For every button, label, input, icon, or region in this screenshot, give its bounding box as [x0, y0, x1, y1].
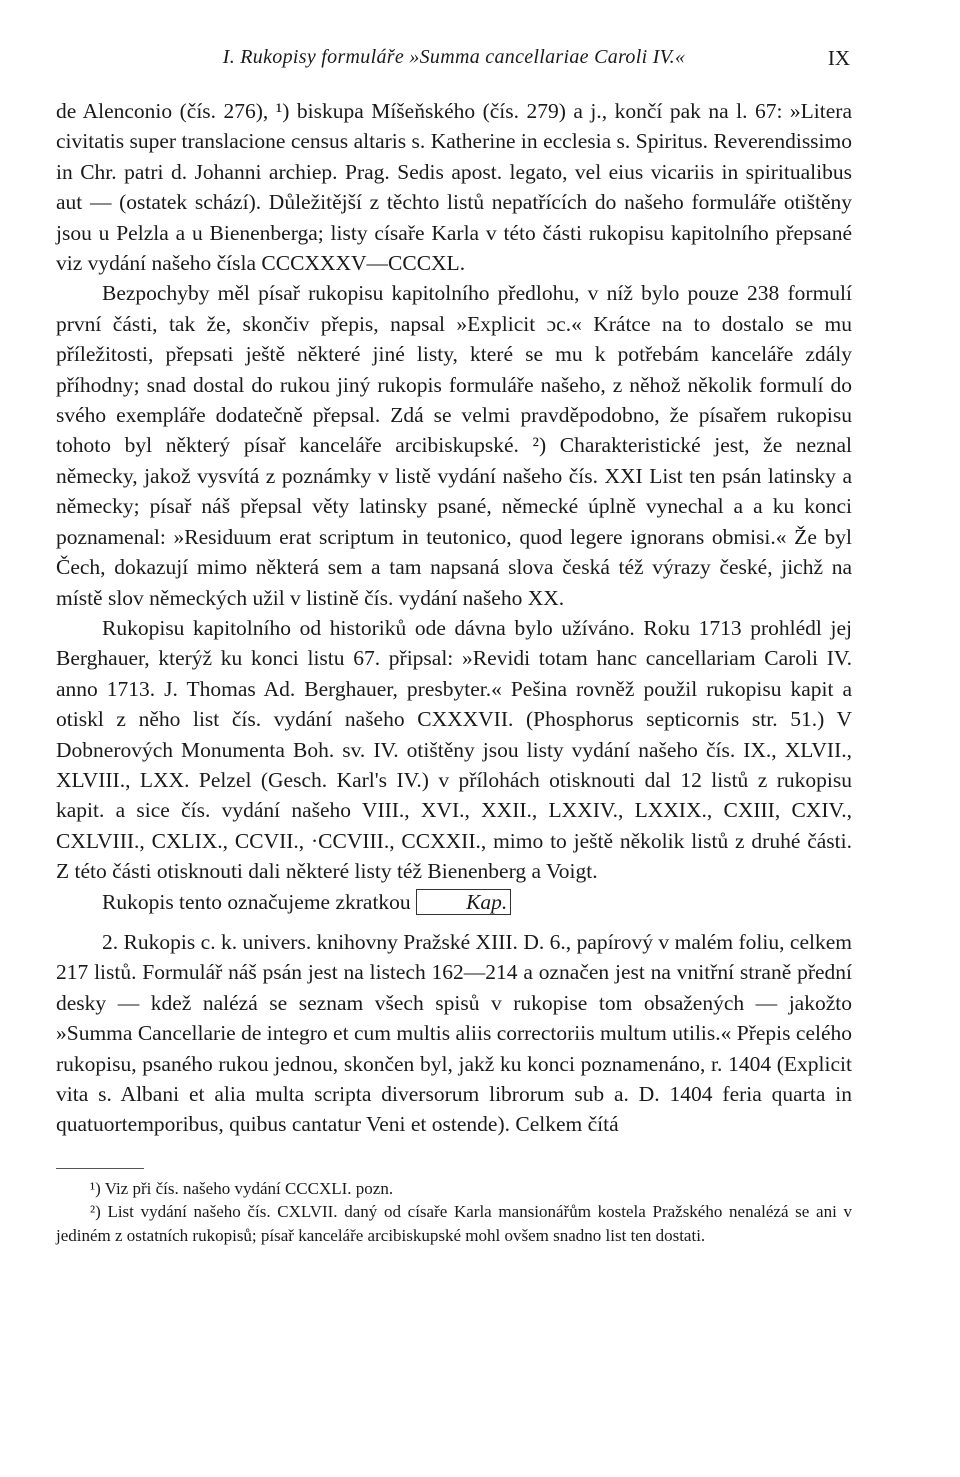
paragraph-4	[56, 887, 852, 917]
paragraph-3: Rukopisu kapitolního od historiků ode dávna bylo užíváno. Roku 1713 prohlédl jej Berghauer, kterýž ku konci listu 67. připsal: »Revidi totam hanc cancellariam Caroli IV. anno 1713. J. Thomas Ad. Berghauer, presbyter.« Pešina rovněž použil rukopisu kapit a otiskl z něho list čís. vydání našeho CXXXVII. (Phosphorus septicornis str. 51.) V Dobnerových Monumenta Boh. sv. IV. otištěny jsou listy vydání našeho čís. IX., XLVII., XLVIII., LXX. Pelzel (Gesch. Karl's IV.) v přílohách otisknouti dal 12 listů z rukopisu kapit. a sice čís. vydání našeho VIII., XVI., XXII., LXXIV., LXXIX., CXIII, CXIV., CXLVIII., CXLIX., CCVII., ·CCVIII., CCXXII., mimo to ještě několik listů z druhé části. Z této části otisknouti dali některé listy též Bienenberg a Voigt.	[56, 615, 852, 884]
running-head: I. Rukopisy formuláře »Summa cancellariae Caroli IV.«	[222, 46, 686, 68]
footnote-divider	[56, 1168, 144, 1169]
page	[56, 40, 852, 1247]
paragraph-1: de Alenconio (čís. 276), ¹) biskupa Míšeňského (čís. 279) a j., končí pak na l. 67: »Litera civitatis super translacione census altaris s. Katherine in ecclesia s. Spiritus. Reverendissimo in Chr. patri d. Johanni archiep. Prag. Sedis apost. legato, vel eius vicariis in spiritualibus aut — (ostatek schází). Důležitější z těchto listů nepatřících do našeho formuláře otištěny jsou u Pelzla a u Bienenberga; listy císaře Karla v této části rukopisu kapitolního přepsané viz vydání našeho čísla CCCXXXV—CCCXL.	[56, 99, 852, 276]
paragraph-2: Bezpochyby měl písař rukopisu kapitolního předlohu, v níž bylo pouze 238 formulí první části, tak že, skončiv přepis, napsal »Explicit ɔc.« Krátce na to dostalo se mu příležitosti, přepsati ještě některé jiné listy, které se mu k potřebám kanceláře zdály příhodny; snad dostal do rukou jiný rukopis formuláře našeho, z něhož několik formulí do svého exempláře dodatečně přepsal. Zdá se velmi pravděpodobno, že písařem rukopisu tohoto byl některý písař kanceláře arcibiskupské. ²) Charakteristické jest, že neznal německy, jakož vysvítá z poznámky v listě vydání našeho čís. XXI List ten psán latinsky a německy; písař náš přepsal věty latinsky psané, německé úplně vynechal a a ku konci poznamenal: »Residuum erat scriptum in teutonico, quod legere ignorans obmisi.« Že byl Čech, dokazují mimo některá sem a tam napsaná slova česká též výrazy české, jichž na místě slov německých užil v listině čís. vydání našeho XX.	[56, 281, 852, 610]
footnote-2: ²) List vydání našeho čís. CXLVII. daný od císaře Karla mansionářům kostela Pražského nenalézá se ani v jediném z ostatních rukopisů; písař kanceláře arcibiskupské mohl ovšem snadno list ten dostati.	[56, 1202, 852, 1245]
footnotes	[56, 1177, 852, 1248]
page-number: IX	[827, 46, 850, 70]
paragraph-5: 2. Rukopis c. k. univers. knihovny Pražské XIII. D. 6., papírový v malém foliu, celkem 217 listů. Formulář náš psán jest na listech 162—214 a označen jest na vnitřní straně přední desky — kdež nalézá se seznam všech spisů v rukopise tom obsažených — jakožto »Summa Cancellarie de integro et cum multis aliis correctoriis multum utilis.« Přepis celého rukopisu, psaného rukou jednou, skončen byl, jakž ku konci poznamenáno, r. 1404 (Explicit vita s. Albani et alia multa scripta diversorum librorum sub a. D. 1404 feria quarta in quatuortemporibus, quibus cantatur Veni et ostende). Celkem čítá	[56, 929, 852, 1137]
abbreviation-box: Kap.	[416, 889, 511, 915]
paragraph-4-text: Rukopis tento označujeme zkratkou	[102, 889, 411, 914]
footnote-1: ¹) Viz při čís. našeho vydání CCCXLI. pozn.	[90, 1178, 394, 1198]
page-header	[56, 40, 852, 80]
body-text	[56, 96, 852, 1140]
